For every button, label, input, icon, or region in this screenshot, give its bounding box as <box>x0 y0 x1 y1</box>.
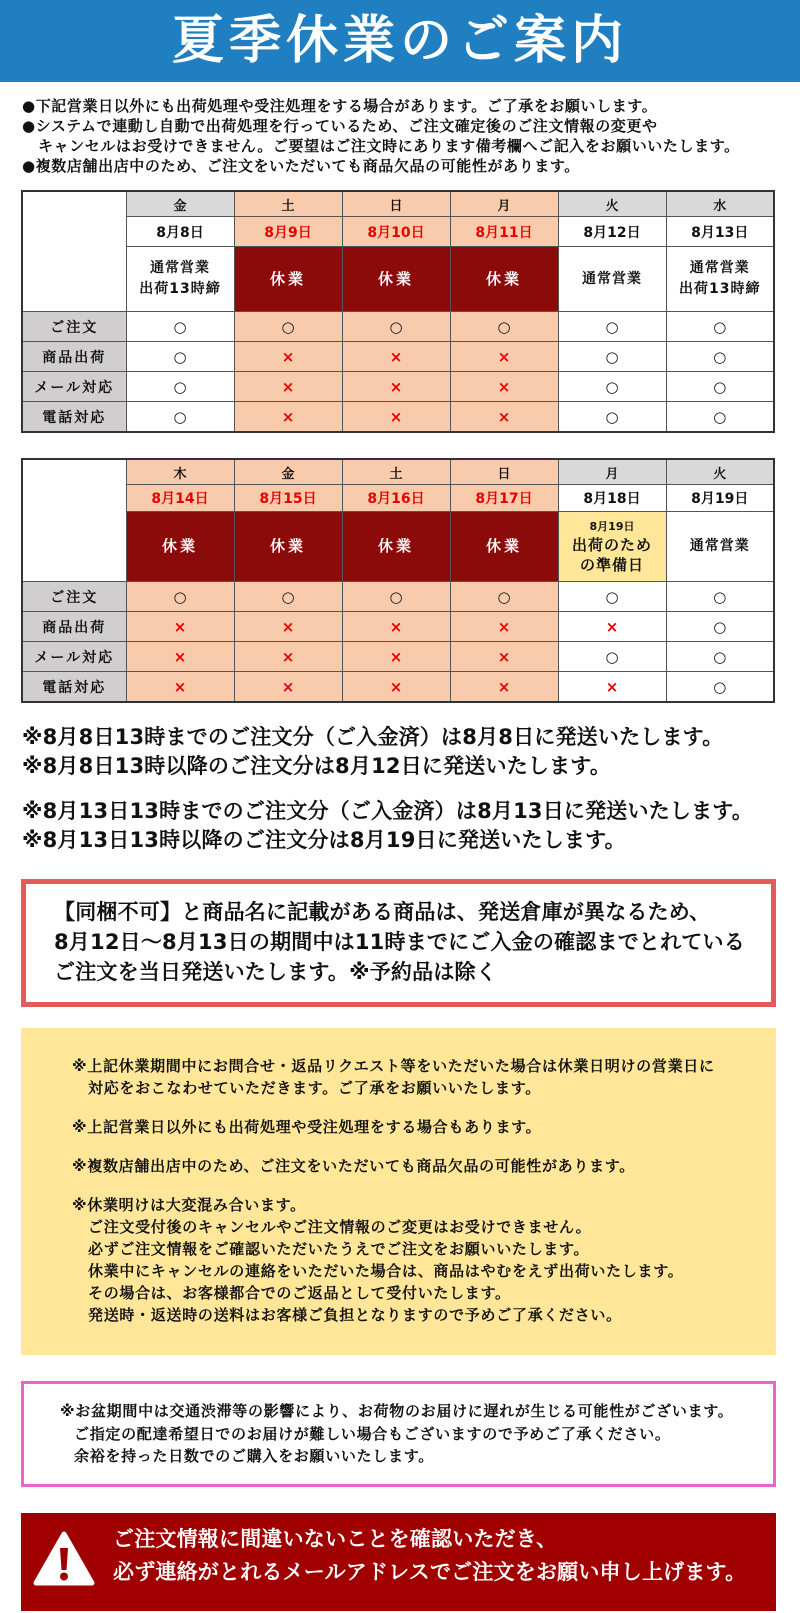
status-line: の準備日 <box>579 555 644 574</box>
availability-cell: × <box>126 672 234 703</box>
status-line: 休業 <box>485 269 522 288</box>
day-header: 月 <box>558 459 666 485</box>
status-line: 出荷のため <box>571 535 652 554</box>
date-cell: 8月18日 <box>558 485 666 512</box>
holiday-note-line: ご注文受付後のキャンセルやご注文情報のご変更はお受けできません。 <box>88 1218 592 1236</box>
row-label: メール対応 <box>22 642 126 672</box>
availability-cell: × <box>234 342 342 372</box>
availability-cell: × <box>234 402 342 433</box>
notice-line: ●システムで連動し自動で出荷処理を行っているため、ご注文確定後のご注文情報の変更や <box>22 117 658 135</box>
date-cell: 8月11日 <box>450 217 558 247</box>
status-cell <box>666 247 774 312</box>
availability-cell: × <box>342 642 450 672</box>
availability-cell: × <box>450 642 558 672</box>
status-line: 通常営業 <box>582 270 642 287</box>
holiday-note <box>72 1194 776 1326</box>
notice-line: キャンセルはお受けできません。ご要望はご注文時にあります備考欄へご記入をお願いいたします。 <box>38 137 740 155</box>
availability-cell: ○ <box>558 402 666 433</box>
row-label: メール対応 <box>22 372 126 402</box>
availability-cell: ○ <box>126 372 234 402</box>
day-header: 土 <box>234 191 342 217</box>
holiday-note-line: ※複数店舗出店中のため、ご注文をいただいても商品欠品の可能性があります。 <box>72 1157 635 1175</box>
status-line: 休業 <box>485 537 522 555</box>
availability-cell: ○ <box>558 312 666 342</box>
notice-item <box>22 116 792 156</box>
holiday-note-line: ※上記営業日以外にも出荷処理や受注処理をする場合もあります。 <box>72 1118 542 1136</box>
availability-cell: × <box>450 402 558 433</box>
row-label: 商品出荷 <box>22 342 126 372</box>
availability-cell: ○ <box>666 372 774 402</box>
day-header: 金 <box>126 191 234 217</box>
availability-cell: ○ <box>558 372 666 402</box>
shipping-note: ※8月8日13時以降のご注文分は8月12日に発送いたします。 <box>22 754 612 778</box>
page-header <box>0 0 800 82</box>
holiday-note <box>72 1055 776 1099</box>
status-cell-prep-day <box>558 512 666 582</box>
schedule-table <box>21 190 775 433</box>
holiday-note-line: 発送時・返送時の送料はお客様ご負担となりますので予めご了承ください。 <box>88 1306 622 1324</box>
table-corner <box>22 459 126 582</box>
obon-notice-line: ※お盆期間中は交通渋滞等の影響により、お荷物のお届けに遅れが生じる可能性がございます。 <box>60 1402 734 1420</box>
date-cell: 8月16日 <box>342 485 450 512</box>
status-line: 通常営業 <box>689 260 750 276</box>
status-cell <box>342 247 450 312</box>
day-header: 土 <box>342 459 450 485</box>
row-label: 商品出荷 <box>22 612 126 642</box>
warning-icon <box>33 1530 95 1588</box>
schedule-table <box>21 458 775 703</box>
day-header: 火 <box>666 459 774 485</box>
warning-banner <box>21 1513 776 1611</box>
availability-cell: ○ <box>558 582 666 612</box>
obon-notice-line: ご指定の配達希望日でのお届けが難しい場合もございますので予めご了承ください。 <box>74 1424 671 1443</box>
status-line: 8月19日 <box>589 519 635 533</box>
holiday-note <box>72 1116 776 1138</box>
availability-cell: × <box>450 342 558 372</box>
row-label: 電話対応 <box>22 402 126 433</box>
availability-cell: × <box>342 402 450 433</box>
notice-item <box>22 96 792 116</box>
availability-cell: × <box>342 372 450 402</box>
status-line: 休業 <box>269 537 306 555</box>
availability-cell: ○ <box>234 312 342 342</box>
availability-cell: ○ <box>666 342 774 372</box>
status-cell <box>126 512 234 582</box>
status-line: 休業 <box>161 537 198 555</box>
warning-line: 必ず連絡がとれるメールアドレスでご注文をお願い申し上げます。 <box>113 1560 747 1584</box>
availability-cell: ○ <box>126 582 234 612</box>
status-cell <box>558 247 666 312</box>
holiday-note-line: 休業中にキャンセルの連絡をいただいた場合は、商品はやむをえず出荷いたします。 <box>88 1262 684 1280</box>
availability-cell: ○ <box>234 582 342 612</box>
schedule-table-week-2 <box>21 458 773 703</box>
holiday-notes-box <box>21 1028 776 1355</box>
bundling-notice-box <box>21 879 776 1007</box>
shipping-note: ※8月13日13時以降のご注文分は8月19日に発送いたします。 <box>22 828 626 852</box>
availability-cell: ○ <box>126 312 234 342</box>
row-label: 電話対応 <box>22 672 126 703</box>
status-line: 休業 <box>269 269 306 288</box>
date-cell: 8月15日 <box>234 485 342 512</box>
notice-line: ●下記営業日以外にも出荷処理や受注処理をする場合があります。ご了承をお願いします。 <box>22 97 658 115</box>
status-cell <box>234 512 342 582</box>
notice-line: ●複数店舗出店中のため、ご注文をいただいても商品欠品の可能性があります。 <box>22 157 580 175</box>
row-label: ご注文 <box>22 312 126 342</box>
holiday-note-line: ※上記休業期間中にお問合せ・返品リクエスト等をいただいた場合は休業日明けの営業日に <box>72 1057 715 1075</box>
notice-item <box>22 156 792 176</box>
day-header: 火 <box>558 191 666 217</box>
status-cell <box>234 247 342 312</box>
holiday-note-line: ※休業明けは大変混み合います。 <box>72 1196 306 1214</box>
holiday-note <box>72 1155 776 1177</box>
shipping-notes <box>22 723 753 855</box>
date-cell: 8月19日 <box>666 485 774 512</box>
date-cell: 8月17日 <box>450 485 558 512</box>
availability-cell: × <box>450 672 558 703</box>
availability-cell: ○ <box>558 342 666 372</box>
availability-cell: ○ <box>666 312 774 342</box>
availability-cell: × <box>234 642 342 672</box>
date-cell: 8月8日 <box>126 217 234 247</box>
status-line: 出荷13時締 <box>139 281 221 297</box>
status-cell <box>450 247 558 312</box>
availability-cell: ○ <box>666 612 774 642</box>
availability-cell: ○ <box>450 312 558 342</box>
status-line: 出荷13時締 <box>679 281 761 297</box>
availability-cell: × <box>450 612 558 642</box>
availability-cell: ○ <box>342 312 450 342</box>
availability-cell: ○ <box>666 402 774 433</box>
availability-cell: × <box>558 612 666 642</box>
availability-cell: × <box>342 612 450 642</box>
schedule-table-week-1 <box>21 190 773 433</box>
holiday-note-line: その場合は、お客様都合でのご返品として受付いたします。 <box>88 1284 511 1302</box>
availability-cell: × <box>234 672 342 703</box>
shipping-note: ※8月13日13時までのご注文分（ご入金済）は8月13日に発送いたします。 <box>22 799 754 823</box>
status-cell <box>450 512 558 582</box>
bundling-notice-line: ご注文を当日発送いたします。※予約品は除く <box>54 960 497 984</box>
notice-list <box>22 96 792 176</box>
holiday-note-line: 必ずご注文情報をご確認いただいたうえでご注文をお願いいたします。 <box>88 1240 590 1258</box>
day-header: 木 <box>126 459 234 485</box>
date-cell: 8月12日 <box>558 217 666 247</box>
warning-line: ご注文情報に間違いないことを確認いただき、 <box>113 1527 558 1551</box>
day-header: 金 <box>234 459 342 485</box>
status-line: 通常営業 <box>689 538 750 554</box>
day-header: 日 <box>342 191 450 217</box>
date-cell: 8月10日 <box>342 217 450 247</box>
date-cell: 8月13日 <box>666 217 774 247</box>
obon-notice-line: 余裕を持った日数でのご購入をお願いいたします。 <box>74 1447 434 1465</box>
day-header: 日 <box>450 459 558 485</box>
availability-cell: ○ <box>126 402 234 433</box>
availability-cell: × <box>126 612 234 642</box>
table-corner <box>22 191 126 312</box>
shipping-note: ※8月8日13時までのご注文分（ご入金済）は8月8日に発送いたします。 <box>22 725 724 749</box>
bundling-notice-line: 8月12日～8月13日の期間中は11時までにご入金の確認までとれている <box>54 930 745 954</box>
day-header: 月 <box>450 191 558 217</box>
availability-cell: ○ <box>558 642 666 672</box>
warning-text <box>113 1523 746 1589</box>
status-line: 休業 <box>377 537 414 555</box>
availability-cell: × <box>234 612 342 642</box>
availability-cell: ○ <box>342 582 450 612</box>
status-cell <box>666 512 774 582</box>
date-cell: 8月14日 <box>126 485 234 512</box>
page-title: 夏季休業のご案内 <box>171 11 628 71</box>
date-cell: 8月9日 <box>234 217 342 247</box>
availability-cell: × <box>342 342 450 372</box>
status-cell <box>342 512 450 582</box>
availability-cell: ○ <box>666 672 774 703</box>
row-label: ご注文 <box>22 582 126 612</box>
obon-notice-box <box>21 1381 776 1487</box>
day-header: 水 <box>666 191 774 217</box>
availability-cell: × <box>450 372 558 402</box>
status-cell <box>126 247 234 312</box>
bundling-notice-line: 【同梱不可】と商品名に記載がある商品は、発送倉庫が異なるため、 <box>54 900 711 924</box>
status-line: 休業 <box>377 269 414 288</box>
status-line: 通常営業 <box>150 260 210 276</box>
availability-cell: × <box>126 642 234 672</box>
availability-cell: ○ <box>666 582 774 612</box>
availability-cell: ○ <box>450 582 558 612</box>
availability-cell: ○ <box>666 642 774 672</box>
availability-cell: ○ <box>126 342 234 372</box>
availability-cell: × <box>342 672 450 703</box>
availability-cell: × <box>558 672 666 703</box>
availability-cell: × <box>234 372 342 402</box>
holiday-note-line: 対応をおこなわせていただきます。ご了承をお願いいたします。 <box>88 1079 541 1097</box>
